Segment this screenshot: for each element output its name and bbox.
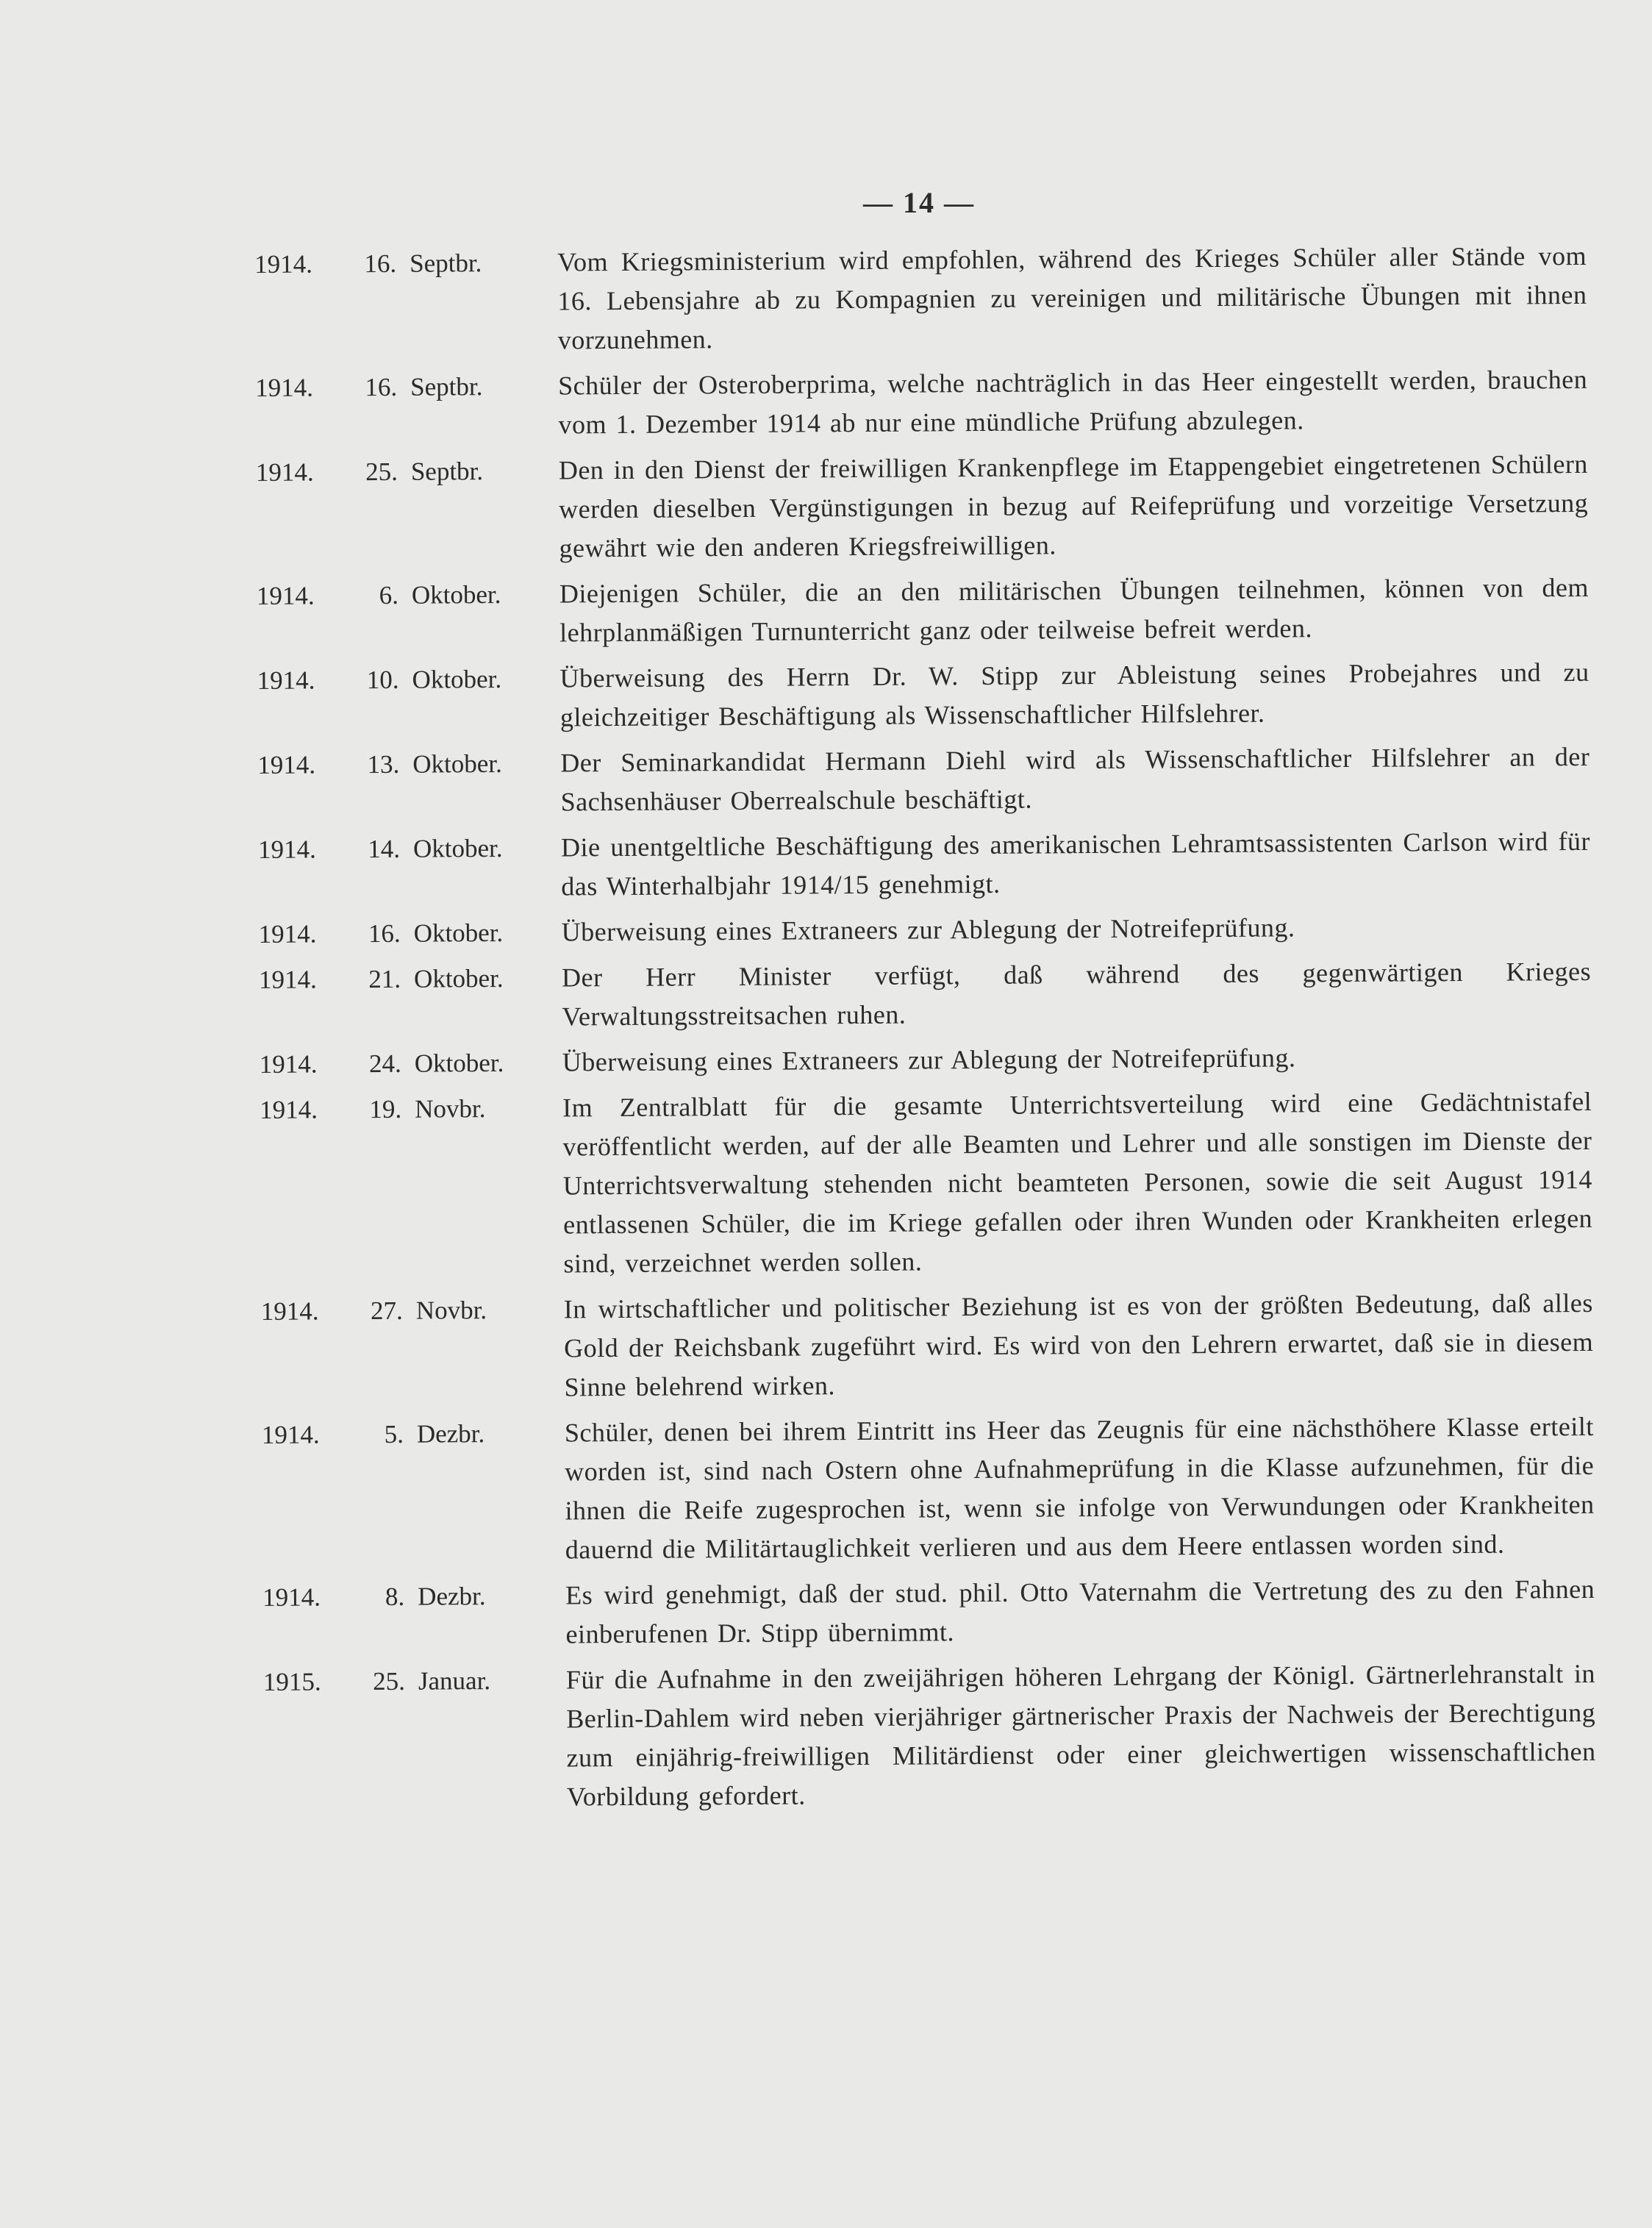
entry-day: 27. <box>370 1296 403 1326</box>
entry-month: Novbr. <box>415 1296 487 1325</box>
chronicle-entry <box>260 1082 1606 1285</box>
chronicle-entry <box>260 1037 1605 1084</box>
entry-text: In wirtschaftlicher und politischer Beziehung ist es von der größten Bedeutung, daß alles Gold der Reichsbank zugeführt wird. Es wird von den Lehrern erwartet, daß sie in diesem Sinne belehrend wirken. <box>563 1288 1594 1402</box>
entry-text: Schüler der Osteroberprima, welche nachträglich in das Heer eingestellt werden, brauchen vom 1. Dezember 1914 ab nur eine mündliche Prüfung abzulegen. <box>558 364 1588 440</box>
entry-month: Oktober. <box>413 963 504 993</box>
entry-month: Novbr. <box>415 1094 486 1124</box>
entry-day: 25. <box>373 1666 406 1696</box>
chronicle-entry <box>263 1654 1609 1818</box>
entry-text: Der Seminarkandidat Hermann Diehl wird als Wissenschaftlicher Hilfslehrer an der Sachsenhäuser Oberrealschule beschäftigt. <box>560 741 1590 817</box>
entry-month: Januar. <box>418 1666 491 1696</box>
chronicle-entry <box>258 822 1604 908</box>
entry-month: Oktober. <box>412 833 503 863</box>
entry-year: 1914. <box>257 750 316 779</box>
entry-text: Die unentgeltliche Beschäftigung des amerikanischen Lehramtsassistenten Carlson wird für das Winterhalbjahr 1914/15 genehmigt. <box>560 826 1591 901</box>
entry-year: 1914. <box>262 1582 321 1612</box>
entry-day: 19. <box>369 1094 402 1124</box>
entry-text: Überweisung eines Extraneers zur Ablegung der Notreifeprüfung. <box>562 1043 1296 1077</box>
entry-text: Für die Aufnahme in den zweijährigen höheren Lehrgang der Königl. Gärtnerlehranstalt in Berlin-Dahlem wird neben vierjähriger gärtnerischer Praxis der Nachweis der Berechtigung zum einjährig-freiwilligen Militärdienst oder einer gleichwertigen wissenschaftlichen Vorbildung gefordert. <box>565 1658 1596 1812</box>
entry-day: 13. <box>367 749 400 779</box>
entry-text: Überweisung des Herrn Dr. W. Stipp zur Ableistung seines Probejahres und zu gleichzeitiger Beschäftigung als Wissenschaftlicher Hilfslehrer. <box>559 657 1590 732</box>
entry-year: 1914. <box>257 665 315 695</box>
entry-month: Dezbr. <box>416 1419 485 1449</box>
entry-day: 6. <box>379 580 399 610</box>
entry-year: 1914. <box>259 1049 318 1079</box>
page-number: — 14 — <box>863 186 975 219</box>
chronicle-entries <box>254 237 1609 1825</box>
entry-day: 14. <box>368 834 401 864</box>
entry-day: 21. <box>368 964 401 994</box>
entry-day: 8. <box>385 1582 405 1611</box>
entry-day: 10. <box>366 665 399 695</box>
entry-text: Es wird genehmigt, daß der stud. phil. Otto Vaternahm die Vertretung des zu den Fahnen einberufenen Dr. Stipp übernimmt. <box>565 1574 1595 1649</box>
entry-text: Im Zentralblatt für die gesamte Unterrichtsverteilung wird eine Gedächtnistafel veröffentlicht werden, auf der alle Beamten und Lehrer und alle sonstigen im Dienste der Unterrichtsverwaltung stehenden nicht beamteten Personen, sowie die seit August 1914 entlassenen Schüler, die im Kriege gefallen oder ihren Wunden oder Krankheiten erlegen sind, verzeichnet werden sollen. <box>562 1086 1593 1279</box>
entry-month: Oktober. <box>411 579 501 610</box>
chronicle-entry <box>262 1570 1609 1656</box>
entry-month: Septbr. <box>410 457 484 486</box>
chronicle-entry <box>259 952 1605 1038</box>
entry-day: 5. <box>384 1419 404 1449</box>
chronicle-entry <box>254 237 1601 362</box>
entry-month: Oktober. <box>412 664 502 694</box>
chronicle-entry <box>259 907 1604 954</box>
entry-year: 1915. <box>262 1667 321 1696</box>
entry-day: 16. <box>368 918 401 949</box>
entry-year: 1914. <box>260 1095 318 1124</box>
entry-month: Oktober. <box>413 918 504 948</box>
entry-day: 16. <box>365 372 398 402</box>
entry-text: Der Herr Minister verfügt, daß während des gegenwärtigen Krieges Verwaltungsstreitsachen ruhen. <box>561 956 1592 1032</box>
entry-day: 24. <box>368 1049 401 1079</box>
entry-year: 1914. <box>258 965 317 994</box>
entry-year: 1914. <box>254 249 313 279</box>
entry-month: Oktober. <box>414 1048 504 1078</box>
entry-month: Oktober. <box>412 749 502 779</box>
entry-month: Dezbr. <box>418 1582 486 1611</box>
entry-text: Diejenigen Schüler, die an den militärischen Übungen teilnehmen, können von dem lehrplanmäßigen Turnunterricht ganz oder teilweise befreit werden. <box>559 572 1590 648</box>
entry-year: 1914. <box>261 1420 320 1449</box>
entry-text: Überweisung eines Extraneers zur Ablegung der Notreifeprüfung. <box>561 913 1295 947</box>
entry-year: 1914. <box>255 457 314 487</box>
entry-day: 25. <box>365 457 398 487</box>
entry-month: Septbr. <box>410 249 482 278</box>
chronicle-entry <box>257 653 1603 739</box>
entry-text: Schüler, denen bei ihrem Eintritt ins Heer das Zeugnis für eine nächsthöhere Klasse erteilt worden ist, sind nach Ostern ohne Aufnahmeprüfung in die Klasse aufzunehmen, für die ihnen die Reife zugesprochen ist, wenn sie infolge von Verwundungen oder Krankheiten dauernd die Militärtauglichkeit verlieren und aus dem Heere entlassen worden sind. <box>564 1411 1595 1565</box>
entry-year: 1914. <box>257 835 316 864</box>
chronicle-entry <box>257 568 1603 654</box>
entry-year: 1914. <box>255 373 314 402</box>
entry-month: Septbr. <box>410 372 483 401</box>
chronicle-entry <box>262 1407 1608 1571</box>
entry-text: Den in den Dienst der freiwilligen Krankenpflege im Etappengebiet eingetretenen Schülern werden dieselben Vergünstigungen in bezug auf Reifeprüfung und vorzeitige Versetzung gewährt wie den anderen Kriegsfreiwilligen. <box>558 449 1589 563</box>
entry-text: Vom Kriegsministerium wird empfohlen, während des Krieges Schüler aller Stände vom 16. Lebensjahre ab zu Kompagnien zu vereinigen und militärische Übungen mit ihnen vorzunehmen. <box>557 240 1587 355</box>
chronicle-entry <box>261 1284 1607 1409</box>
entry-year: 1914. <box>256 581 315 610</box>
chronicle-entry <box>255 360 1601 446</box>
chronicle-entry <box>256 445 1602 570</box>
entry-year: 1914. <box>258 919 317 949</box>
entry-day: 16. <box>364 249 397 279</box>
chronicle-entry <box>257 738 1603 824</box>
entry-year: 1914. <box>260 1296 319 1326</box>
